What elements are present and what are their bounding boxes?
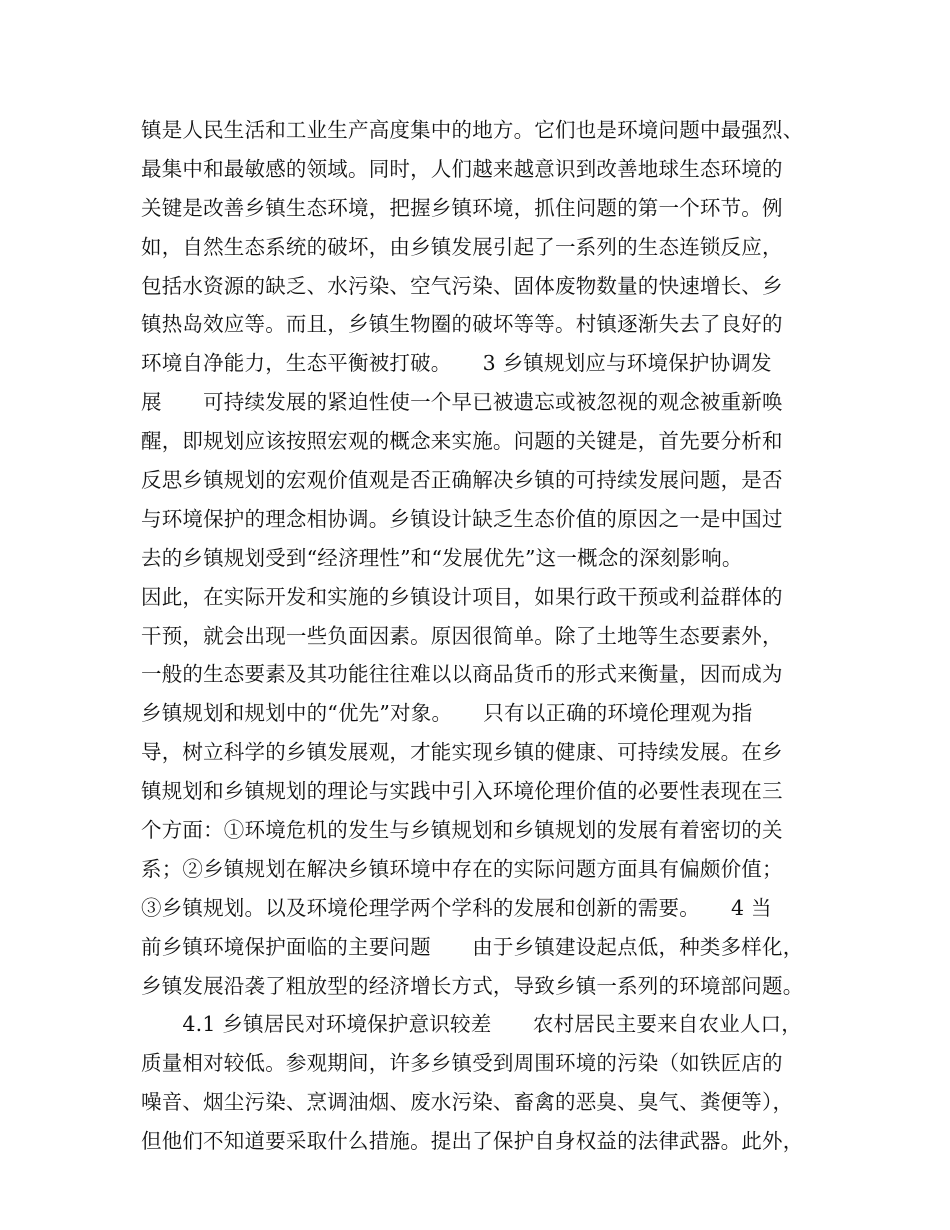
text-line: 镇是人民生活和工业生产高度集中的地方。它们也是环境问题中最强烈、 bbox=[141, 118, 804, 142]
text-line: 个方面：①环境危机的发生与乡镇规划和乡镇规划的发展有着密切的关 bbox=[141, 818, 783, 843]
text-line: 4.1 乡镇居民对环境保护意识较差 农村居民主要来自农业人口， bbox=[141, 1012, 802, 1037]
text-line: 去的乡镇规划受到“经济理性”和“发展优先”这一概念的深刻影响。 bbox=[141, 545, 743, 570]
text-line: 乡镇发展沿袭了粗放型的经济增长方式，导致乡镇一系列的环境部问题。 bbox=[141, 973, 804, 998]
text-line: 一般的生态要素及其功能往往难以以商品货币的形式来衡量，因而成为 bbox=[141, 662, 783, 687]
text-line: 质量相对较低。参观期间，许多乡镇受到周围环境的污染（如铁匠店的 bbox=[141, 1051, 783, 1076]
text-line: 镇规划和乡镇规划的理论与实践中引入环境伦理价值的必要性表现在三 bbox=[141, 779, 783, 804]
text-line: 镇热岛效应等。而且，乡镇生物圈的破坏等等。村镇逐渐失去了良好的 bbox=[141, 312, 783, 337]
text-line: 醒，即规划应该按照宏观的概念来实施。问题的关键是，首先要分析和 bbox=[141, 429, 783, 454]
text-line: 系；②乡镇规划在解决乡镇环境中存在的实际问题方面具有偏颇价值； bbox=[141, 856, 783, 881]
body-text bbox=[141, 111, 831, 1161]
text-line: 与环境保护的理念相协调。乡镇设计缺乏生态价值的原因之一是中国过 bbox=[141, 506, 783, 531]
text-line: 关键是改善乡镇生态环境，把握乡镇环境，抓住问题的第一个环节。例 bbox=[141, 195, 783, 220]
text-line: 噪音、烟尘污染、烹调油烟、废水污染、畜禽的恶臭、臭气、粪便等）， bbox=[141, 1090, 794, 1115]
text-line: 导，树立科学的乡镇发展观，才能实现乡镇的健康、可持续发展。在乡 bbox=[141, 740, 783, 765]
text-line: 乡镇规划和规划中的“优先”对象。 只有以正确的环境伦理观为指 bbox=[141, 701, 753, 726]
text-line: ③乡镇规划。以及环境伦理学两个学科的发展和创新的需要。 4 当 bbox=[141, 895, 772, 920]
text-line: 反思乡镇规划的宏观价值观是否正确解决乡镇的可持续发展问题，是否 bbox=[141, 468, 783, 493]
text-line: 最集中和最敏感的领域。同时，人们越来越意识到改善地球生态环境的 bbox=[141, 156, 783, 181]
text-line: 如，自然生态系统的破坏，由乡镇发展引起了一系列的生态连锁反应， bbox=[141, 234, 783, 259]
text-line: 但他们不知道要采取什么措施。提出了保护自身权益的法律武器。此外， bbox=[141, 1129, 804, 1154]
text-line: 展 可持续发展的紧迫性使一个早已被遗忘或被忽视的观念被重新唤 bbox=[141, 390, 783, 415]
text-line: 包括水资源的缺乏、水污染、空气污染、固体废物数量的快速增长、乡 bbox=[141, 273, 783, 298]
text-line: 环境自净能力，生态平衡被打破。 3 乡镇规划应与环境保护协调发 bbox=[141, 351, 772, 376]
text-line: 干预，就会出现一些负面因素。原因很简单。除了土地等生态要素外， bbox=[141, 623, 783, 648]
text-line: 因此，在实际开发和实施的乡镇设计项目，如果行政干预或利益群体的 bbox=[141, 584, 783, 609]
text-line: 前乡镇环境保护面临的主要问题 由于乡镇建设起点低，种类多样化， bbox=[141, 934, 804, 959]
